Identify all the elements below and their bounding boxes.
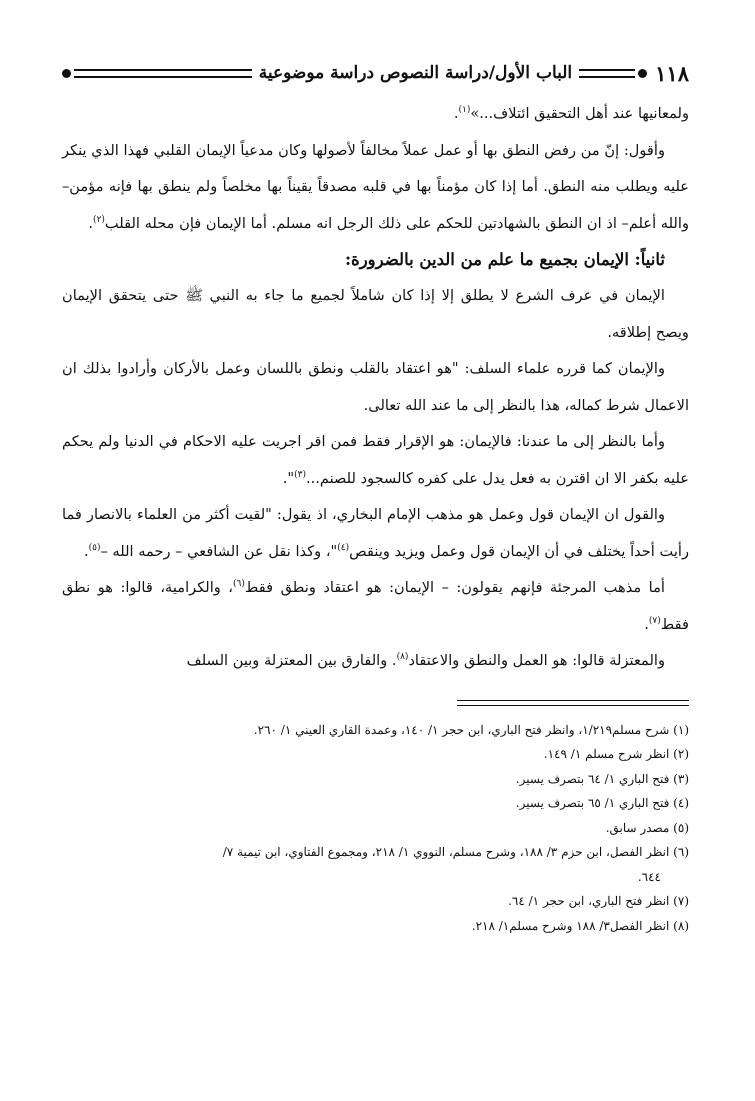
- footnote-ref: (٢): [93, 214, 105, 225]
- footnotes: [62, 718, 689, 939]
- footnote-ref: (٨): [396, 652, 409, 663]
- paragraph-8: والمعتزلة قالوا: هو العمل والنطق والاعتقاد$^{(٨)}$. والفارق بين المعتزلة وبين السلف: [186, 652, 665, 669]
- section-heading: ثانياً: الإيمان بجميع ما علم من الدين بالضرورة:: [344, 250, 665, 269]
- paragraph-1: ولمعانيها عند أهل التحقيق ائتلاف...»$^{(١)}$.: [453, 105, 689, 122]
- header-rule-right: [579, 69, 635, 78]
- page-number: ١١٨: [655, 60, 689, 86]
- paragraph-5: وأما بالنظر إلى ما عندنا: فالإيمان: هو الإقرار فقط فمن اقر اجريت عليه الاحكام في الدنيا ولم يحكم عليه بكفر الا ان اقترن به فعل يدل على كفره كالسجود للصنم...$^{(٣)}$".: [62, 433, 689, 487]
- header-rule-left: [74, 69, 252, 78]
- paragraph-2: وأقول: إنّ من رفض النطق بها أو عمل عملاً مخالفاً لأصولها وكان مدعياً الإيمان القلبي فهذا الذي ينكر عليه ويطلب منه النطق. أما إذا كان مؤمناً بها في قلبه مصدقاً يقيناً بها مخلصاً ولم ينطق بها فإنه مؤمن–والله أعلم– اذ ان النطق بالشهادتين للحكم على ذلك الرجل انه مسلم. أما الإيمان فإن محله القلب$^{(٢)}$.: [62, 141, 689, 232]
- footnote-ref: (٧): [648, 615, 661, 626]
- footnote-ref: (٣): [294, 469, 306, 480]
- footnote-5: (٥) مصدر سابق.: [605, 820, 689, 835]
- footnote-6-continuation: ٦٤٤.: [637, 869, 661, 884]
- body-text: [62, 96, 689, 680]
- paragraph-7: أما مذهب المرجئة فإنهم يقولون: – الإيمان: هو اعتقاد ونطق فقط$^{(٦)}$، والكرامية، قالوا: هو نطق فقط$^{(٧)}$.: [62, 579, 689, 633]
- footnote-8: (٨) انظر الفصل٣/ ١٨٨ وشرح مسلم١/ ٢١٨.: [471, 918, 689, 933]
- footnote-ref: (٤): [337, 542, 350, 553]
- footnote-ref: (٥): [88, 542, 101, 553]
- footnote-7: (٧) انظر فتح الباري، ابن حجر ١/ ٦٤.: [508, 894, 689, 908]
- footnote-ref: (١): [458, 105, 471, 116]
- header-ornament-dot-icon: [638, 69, 647, 78]
- footnote-6: (٦) انظر الفصل، ابن حزم ٣/ ١٨٨، وشرح مسلم، النووي ١/ ٢١٨، ومجموع الفتاوي، ابن تيمية ٧/: [222, 845, 689, 859]
- footnote-divider: [457, 700, 689, 706]
- page-header: [62, 58, 689, 88]
- paragraph-6: والقول ان الإيمان قول وعمل هو مذهب الإمام البخاري، اذ يقول: "لقيت أكثر من العلماء بالانصار فما رأيت أحداً يختلف في أن الإيمان قول وعمل ويزيد وينقص$^{(٤)}$"، وكذا نقل عن الشافعي – رحمه الله –$^{(٥)}$.: [62, 506, 689, 560]
- paragraph-3: الإيمان في عرف الشرع لا يطلق إلا إذا كان شاملاً لجميع ما جاء به النبي ﷺ حتى يتحقق الإيمان ويصح إطلاقه.: [62, 287, 689, 341]
- book-page: [62, 58, 689, 1071]
- paragraph-4: والإيمان كما قرره علماء السلف: "هو اعتقاد بالقلب ونطق باللسان وعمل بالأركان وأرادوا بذلك ان الاعمال شرط كماله، هذا بالنظر إلى ما عند الله تعالى.: [62, 360, 689, 414]
- footnote-4: (٤) فتح الباري ١/ ٦٥ بتصرف يسير.: [515, 796, 689, 810]
- footnote-1: (١) شرح مسلم١/٢١٩، وانظر فتح الباري، ابن حجر ١/ ١٤٠، وعمدة القاري العيني ١/ ٢٦٠.: [253, 722, 689, 737]
- running-title: الباب الأول/دراسة النصوص دراسة موضوعية: [258, 63, 573, 83]
- footnote-ref: (٦): [233, 579, 245, 590]
- header-ornament-dot-icon: [62, 69, 71, 78]
- footnote-3: (٣) فتح الباري ١/ ٦٤ بتصرف يسير.: [515, 771, 689, 786]
- footnote-2: (٢) انظر شرح مسلم ١/ ١٤٩.: [543, 747, 689, 761]
